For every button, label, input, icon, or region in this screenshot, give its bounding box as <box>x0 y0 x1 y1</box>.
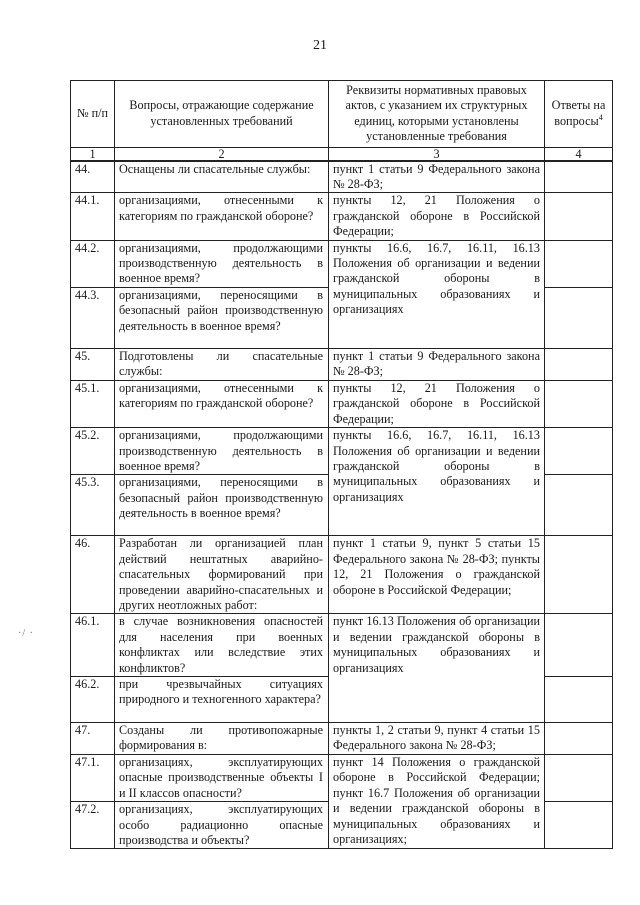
answer-cell <box>545 802 613 849</box>
answer-cell <box>545 193 613 240</box>
row-number: 45.1. <box>71 380 115 427</box>
table-row <box>71 348 613 380</box>
row-number: 45.3. <box>71 475 115 536</box>
footnote-marker: 4 <box>598 112 603 122</box>
requisites-text: пункт 16.13 Положения об организации и ведении гражданской обороны в муниципальных образованиях и организациях <box>329 614 545 723</box>
question-text: организациями, отнесенными к категориям по гражданской обороне? <box>115 193 329 240</box>
question-text: при чрезвычайных ситуациях природного и техногенного характера? <box>115 676 329 722</box>
table-row <box>71 754 613 801</box>
row-number: 45.2. <box>71 428 115 475</box>
question-text: организациями, продолжающими производственную деятельность в военное время? <box>115 240 329 287</box>
table-row <box>71 161 613 193</box>
row-number: 44.2. <box>71 240 115 287</box>
question-text: организациями, переносящими в безопасный район производственную деятельность в военное время? <box>115 287 329 348</box>
row-number: 46.2. <box>71 676 115 722</box>
header-num: № п/п <box>71 81 115 148</box>
row-number: 45. <box>71 348 115 380</box>
row-number: 47. <box>71 722 115 754</box>
question-text: организациями, переносящими в безопасный район производственную деятельность в военное время? <box>115 475 329 536</box>
column-number: 4 <box>545 147 613 161</box>
answer-cell <box>545 348 613 380</box>
row-number: 46. <box>71 536 115 614</box>
answer-cell <box>545 475 613 536</box>
row-number: 46.1. <box>71 614 115 677</box>
header-requisites: Реквизиты нормативных правовых актов, с указанием их структурных единиц, которыми установлены установленные требования <box>329 81 545 148</box>
answer-cell <box>545 754 613 801</box>
row-number: 44.1. <box>71 193 115 240</box>
table-row <box>71 193 613 240</box>
row-number: 44. <box>71 161 115 193</box>
column-number: 1 <box>71 147 115 161</box>
requisites-text: пункты 16.6, 16.7, 16.11, 16.13 Положения об организации и ведении гражданской обороны в муниципальных образованиях и организациях <box>329 240 545 348</box>
answer-cell <box>545 722 613 754</box>
question-text: организациях, эксплуатирующих опасные производственные объекты I и II классов опасности? <box>115 754 329 801</box>
requisites-text: пункт 14 Положения о гражданской обороне в Российской Федерации; пункт 16.7 Положения об организации и ведении гражданской обороны в муниципальных образованиях и организациях; <box>329 754 545 848</box>
requisites-text: пункты 1, 2 статьи 9, пункт 4 статьи 15 Федерального закона № 28-ФЗ; <box>329 722 545 754</box>
table-row <box>71 536 613 614</box>
requisites-text: пункты 12, 21 Положения о гражданской обороне в Российской Федерации; <box>329 193 545 240</box>
answer-cell <box>545 380 613 427</box>
requisites-text: пункт 1 статьи 9 Федерального закона № 28-ФЗ; <box>329 348 545 380</box>
question-text: в случае возникновения опасностей для населения при военных конфликтах или вследствие этих конфликтов? <box>115 614 329 677</box>
table-row <box>71 428 613 475</box>
margin-mark: ·/ · <box>18 628 34 639</box>
header-answers <box>545 81 613 148</box>
table-row <box>71 240 613 287</box>
table-row <box>71 380 613 427</box>
requisites-text: пункт 1 статьи 9 Федерального закона № 28-ФЗ; <box>329 161 545 193</box>
row-number: 44.3. <box>71 287 115 348</box>
table-header-row <box>71 81 613 148</box>
answer-cell <box>545 428 613 475</box>
requisites-text: пункт 1 статьи 9, пункт 5 статьи 15 Федерального закона № 28-ФЗ; пункты 12, 21 Положения о гражданской обороне в Российской Федерации; <box>329 536 545 614</box>
table-row <box>71 722 613 754</box>
requisites-text: пункты 16.6, 16.7, 16.11, 16.13 Положения об организации и ведении гражданской обороны в муниципальных образованиях и организациях <box>329 428 545 536</box>
row-number: 47.1. <box>71 754 115 801</box>
column-numbers-row <box>71 147 613 161</box>
question-text: организациями, отнесенными к категориям по гражданской обороне? <box>115 380 329 427</box>
requirements-table <box>70 80 613 849</box>
answer-cell <box>545 536 613 614</box>
header-question: Вопросы, отражающие содержание установленных требований <box>115 81 329 148</box>
question-text: Подготовлены ли спасательные службы: <box>115 348 329 380</box>
answer-cell <box>545 614 613 677</box>
column-number: 2 <box>115 147 329 161</box>
question-text: организациях, эксплуатирующих особо радиационно опасные производства и объекты? <box>115 802 329 849</box>
answer-cell <box>545 161 613 193</box>
page-number: 21 <box>313 38 327 53</box>
answer-cell <box>545 676 613 722</box>
question-text: Оснащены ли спасательные службы: <box>115 161 329 193</box>
table-row <box>71 614 613 677</box>
answer-cell <box>545 287 613 348</box>
question-text: организациями, продолжающими производственную деятельность в военное время? <box>115 428 329 475</box>
header-answers-text: Ответы на вопросы <box>551 98 606 128</box>
answer-cell <box>545 240 613 287</box>
column-number: 3 <box>329 147 545 161</box>
row-number: 47.2. <box>71 802 115 849</box>
question-text: Созданы ли противопожарные формирования в: <box>115 722 329 754</box>
question-text: Разработан ли организацией план действий нештатных аварийно-спасательных формирований при проведении аварийно-спасательных и других неотложных работ: <box>115 536 329 614</box>
requisites-text: пункты 12, 21 Положения о гражданской обороне в Российской Федерации; <box>329 380 545 427</box>
